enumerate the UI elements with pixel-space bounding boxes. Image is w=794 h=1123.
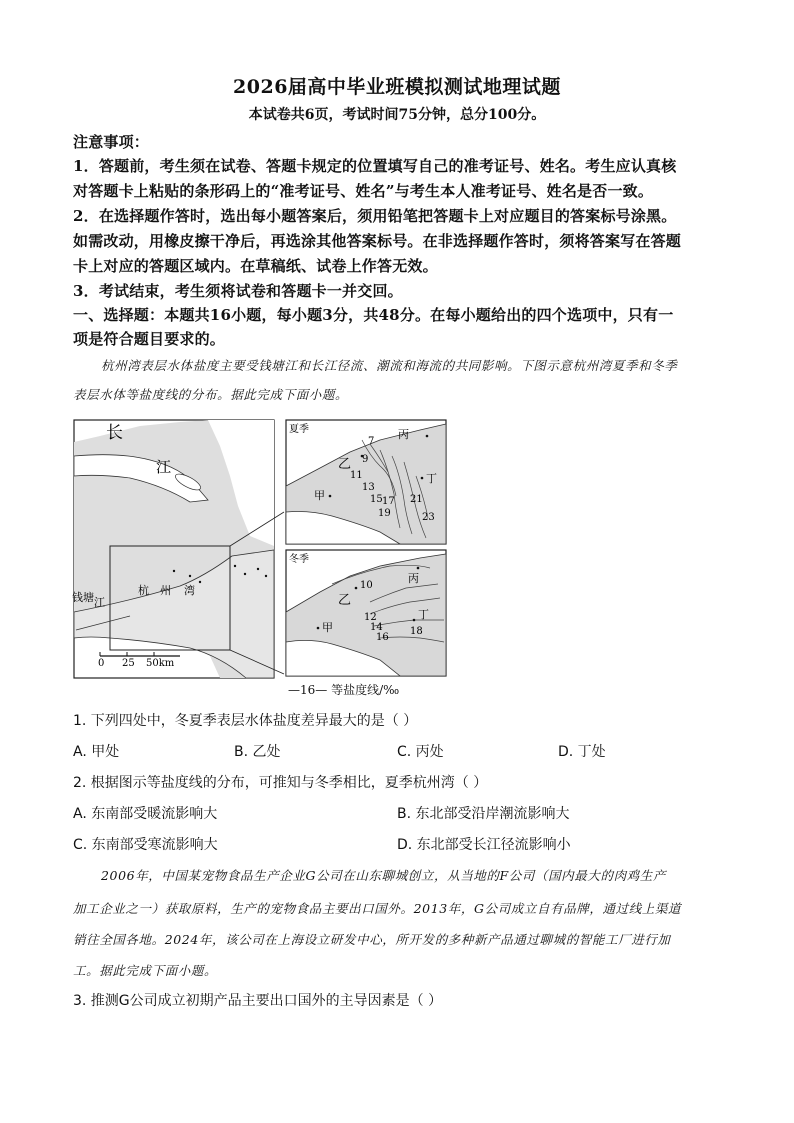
summer-isoline-11: 11: [350, 470, 363, 481]
winter-panel: [286, 550, 446, 676]
winter-isoline-16: 16: [376, 632, 389, 643]
passage-line: 工。据此完成下面小题。: [73, 963, 218, 978]
notice-line: 2．在选择题作答时，选出每小题答案后，须用铅笔把答题卡上对应题目的答案标号涂黑。: [73, 207, 677, 225]
question-1-option-d[interactable]: D. 丁处: [558, 744, 606, 760]
passage-line: 表层水体等盐度线的分布。据此完成下面小题。: [73, 387, 349, 402]
exam-subtitle: 本试卷共6页，考试时间75分钟，总分100分。: [248, 107, 546, 123]
exam-title: 2026届高中毕业班模拟测试地理试题: [233, 76, 561, 98]
notice-line: 卡上对应的答题区域内。在草稿纸、试卷上作答无效。: [73, 257, 438, 275]
legend-line: —: [288, 683, 300, 697]
question-1-option-c[interactable]: C. 丙处: [397, 744, 444, 760]
winter-point-yi: 乙: [338, 593, 352, 608]
question-2-option-b[interactable]: B. 东北部受沿岸潮流影响大: [397, 806, 570, 822]
passage-line: 杭州湾表层水体盐度主要受钱塘江和长江径流、潮流和海流的共同影响。下图示意杭州湾夏季和冬季: [101, 358, 678, 373]
notice-heading: 注意事项：: [73, 133, 150, 151]
summer-point-jia: 甲: [314, 489, 325, 502]
winter-point-jia: 甲: [322, 621, 333, 634]
summer-point-bing: 丙: [398, 428, 409, 441]
winter-isoline-14: 14: [370, 622, 383, 633]
map-label-wan: 湾: [184, 584, 195, 597]
map-label-qiantang-jiang: 江: [94, 596, 105, 609]
question-3-stem: 3. 推测G公司成立初期产品主要出口国外的主导因素是（ ）: [73, 993, 443, 1009]
map-label-chang: 长: [106, 423, 123, 443]
summer-panel: [286, 420, 446, 544]
passage-line: 销往全国各地。2024年，该公司在上海设立研发中心，所开发的多种新产品通过聊城的智能工厂进行加: [73, 932, 671, 947]
passage-line: 2006年，中国某宠物食品生产企业G公司在山东聊城创立，从当地的F公司（国内最大的肉鸡生产: [101, 868, 666, 883]
question-1-option-b[interactable]: B. 乙处: [234, 744, 281, 760]
notice-line: 如需改动，用橡皮擦干净后，再选涂其他答案标号。在非选择题作答时，须将答案写在答题: [73, 232, 682, 250]
summer-isoline-23: 23: [422, 512, 435, 523]
salinity-map-figure: [70, 416, 450, 716]
summer-label: 夏季: [289, 424, 309, 435]
question-2-option-d[interactable]: D. 东北部受长江径流影响小: [397, 837, 571, 853]
map-label-qiantang: 钱塘: [72, 591, 94, 604]
question-2-option-c[interactable]: C. 东南部受寒流影响大: [73, 837, 218, 853]
notice-line: 1．答题前，考生须在试卷、答题卡规定的位置填写自己的准考证号、姓名。考生应认真核: [73, 157, 677, 175]
summer-isoline-21: 21: [410, 494, 423, 505]
legend-text: 等盐度线/‰: [331, 683, 400, 697]
scale-label-50km: 50km: [146, 658, 175, 669]
map-label-jiang: 江: [156, 458, 172, 476]
figure-legend: [288, 681, 399, 698]
winter-isoline-18: 18: [410, 626, 423, 637]
winter-label: 冬季: [289, 554, 309, 565]
question-1-stem: 1. 下列四处中，冬夏季表层水体盐度差异最大的是（ ）: [73, 713, 418, 729]
notice-line: 3．考试结束，考生须将试卷和答题卡一并交回。: [73, 282, 403, 300]
winter-isoline-10: 10: [360, 580, 373, 591]
summer-isoline-17: 17: [382, 496, 395, 507]
summer-isoline-13: 13: [362, 482, 375, 493]
summer-isoline-9: 9: [362, 454, 369, 465]
passage-line: 加工企业之一）获取原料，生产的宠物食品主要出口国外。2013年，G公司成立自有品牌，通过线上渠道: [73, 901, 682, 916]
question-2-stem: 2. 根据图示等盐度线的分布，可推知与冬季相比，夏季杭州湾（ ）: [73, 775, 488, 791]
section-heading-cont: 项是符合题目要求的。: [73, 330, 226, 348]
map-label-zhou: 州: [160, 584, 171, 597]
notice-line: 对答题卡上粘贴的条形码上的“准考证号、姓名”与考生本人准考证号、姓名是否一致。: [73, 182, 654, 200]
winter-point-ding: 丁: [418, 608, 429, 621]
regional-map: [72, 420, 284, 678]
legend-line: —: [315, 683, 332, 697]
section-heading: 一、选择题：本题共16小题，每小题3分，共48分。在每小题给出的四个选项中，只有一: [73, 306, 674, 324]
summer-point-ding: 丁: [426, 472, 437, 485]
winter-point-bing: 丙: [408, 572, 419, 585]
summer-isoline-19: 19: [378, 508, 391, 519]
question-1-option-a[interactable]: A. 甲处: [73, 744, 120, 760]
summer-point-yi: 乙: [338, 457, 352, 472]
winter-isoline-12: 12: [364, 612, 377, 623]
scale-label-0: 0: [98, 658, 105, 669]
summer-isoline-7: 7: [368, 436, 375, 447]
question-2-option-a[interactable]: A. 东南部受暖流影响大: [73, 806, 218, 822]
scale-label-25: 25: [122, 658, 135, 669]
legend-sample-value: 16: [300, 683, 316, 697]
map-label-hang: 杭: [138, 584, 149, 597]
summer-isoline-15: 15: [370, 494, 383, 505]
